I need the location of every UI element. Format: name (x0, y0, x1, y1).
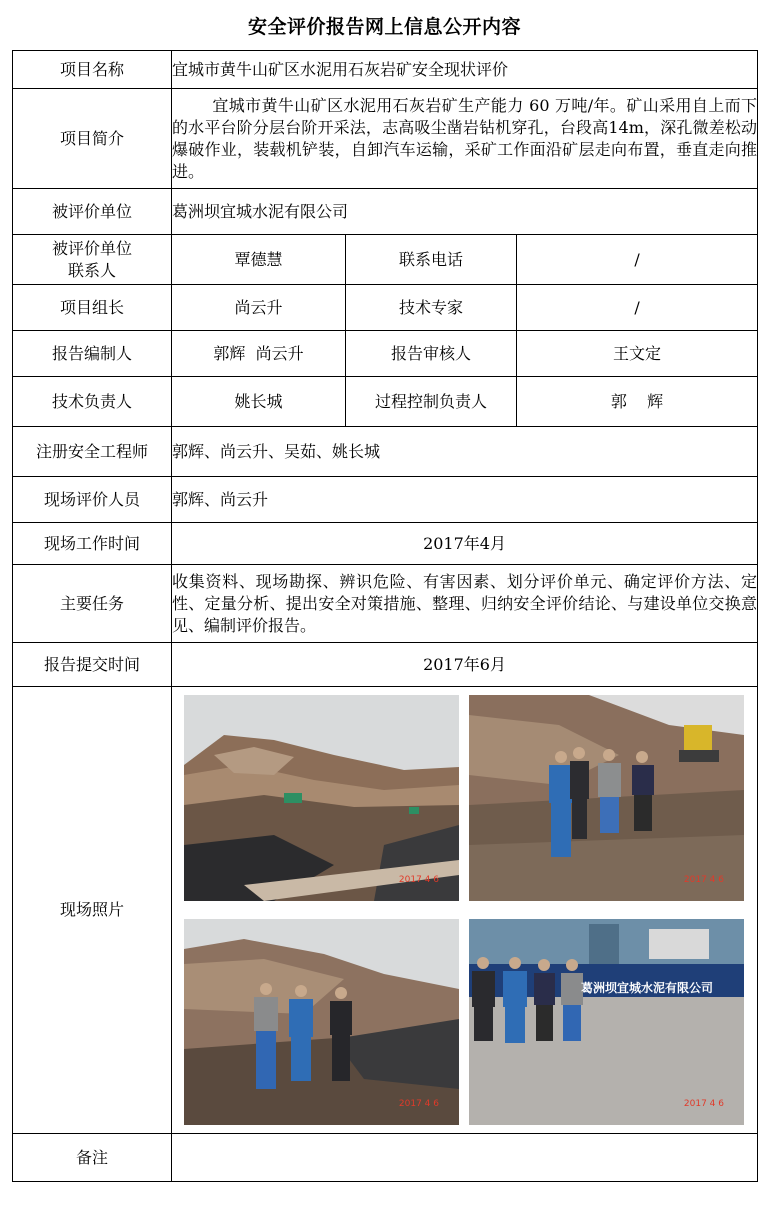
row-tasks (13, 565, 758, 643)
photo-date-stamp: 2017 4 6 (398, 875, 439, 885)
row-project-name (13, 51, 758, 89)
value-reviewer: 王文定 (517, 331, 758, 377)
value-submit-time: 2017年6月 (172, 643, 758, 687)
row-submit-time (13, 643, 758, 687)
row-onsite-staff (13, 477, 758, 523)
row-engineers (13, 427, 758, 477)
value-tech: 姚长城 (172, 377, 346, 427)
value-remarks (172, 1134, 758, 1182)
photo-date-stamp: 2017 4 6 (683, 875, 724, 885)
person-figure-1 (549, 751, 573, 857)
person-figure-3 (330, 987, 352, 1081)
value-contact: 覃德慧 (172, 235, 346, 285)
info-table (12, 50, 758, 1182)
value-compiler: 郭辉 尚云升 (172, 331, 346, 377)
value-engineers: 郭辉、尚云升、吴茹、姚长城 (172, 427, 758, 477)
photos-cell (172, 687, 758, 1134)
label-submit-time: 报告提交时间 (13, 643, 172, 687)
label-reviewer: 报告审核人 (346, 331, 517, 377)
label-contact-line1: 被评价单位 (51, 238, 132, 258)
label-expert: 技术专家 (346, 285, 517, 331)
label-tech: 技术负责人 (13, 377, 172, 427)
label-process: 过程控制负责人 (346, 377, 517, 427)
row-contact (13, 235, 758, 285)
photo-grid (172, 687, 757, 1133)
label-engineers: 注册安全工程师 (13, 427, 172, 477)
row-compiler (13, 331, 758, 377)
site-photo-team-quarry (469, 695, 744, 901)
intro-text: 宜城市黄牛山矿区水泥用石灰岩矿生产能力 60 万吨/年。矿山采用自上而下的水平台阶分层台阶开采法，志高吸尘凿岩钻机穿孔，台段高14m，深孔微差松动爆破作业，装载机铲装，自卸汽车运输，采矿工作面沿矿层走向布置，垂直走向推进。 (172, 95, 758, 181)
site-photo-company-sign (469, 919, 744, 1125)
page-title: 安全评价报告网上信息公开内容 (247, 16, 521, 38)
value-onsite-staff: 郭辉、尚云升 (172, 477, 758, 523)
row-leader (13, 285, 758, 331)
site-photo-three-people (184, 919, 459, 1125)
company-sign-text: 葛洲坝宜城水泥有限公司 (581, 981, 714, 995)
value-tasks: 收集资料、现场勘探、辨识危险、有害因素、划分评价单元、确定评价方法、定性、定量分析、提出安全对策措施、整理、归纳安全评价结论、与建设单位交换意见、编制评价报告。 (172, 565, 758, 643)
value-expert: / (517, 285, 758, 331)
value-work-time: 2017年4月 (172, 523, 758, 565)
label-leader: 项目组长 (13, 285, 172, 331)
label-intro: 项目简介 (13, 89, 172, 189)
value-project-name: 宜城市黄牛山矿区水泥用石灰岩矿安全现状评价 (172, 51, 758, 89)
row-work-time (13, 523, 758, 565)
person-figure-2 (289, 985, 313, 1081)
person-figure-1 (254, 983, 278, 1089)
row-tech (13, 377, 758, 427)
row-photos (13, 687, 758, 1134)
row-intro (13, 89, 758, 189)
value-evaluated-unit: 葛洲坝宜城水泥有限公司 (172, 189, 758, 235)
value-phone: / (517, 235, 758, 285)
label-compiler: 报告编制人 (13, 331, 172, 377)
label-remarks: 备注 (13, 1134, 172, 1182)
label-contact (13, 235, 172, 285)
label-onsite-staff: 现场评价人员 (13, 477, 172, 523)
label-work-time: 现场工作时间 (13, 523, 172, 565)
photo-date-stamp: 2017 4 6 (398, 1099, 439, 1109)
label-tasks: 主要任务 (13, 565, 172, 643)
photo-date-stamp: 2017 4 6 (683, 1099, 724, 1109)
label-project-name: 项目名称 (13, 51, 172, 89)
value-intro (172, 89, 758, 189)
value-leader: 尚云升 (172, 285, 346, 331)
value-process: 郭 辉 (517, 377, 758, 427)
row-evaluated-unit (13, 189, 758, 235)
label-evaluated-unit: 被评价单位 (13, 189, 172, 235)
label-phone: 联系电话 (346, 235, 517, 285)
site-photo-quarry (184, 695, 459, 901)
label-contact-line2: 联系人 (67, 260, 116, 280)
row-remarks (13, 1134, 758, 1182)
label-photos: 现场照片 (13, 687, 172, 1134)
